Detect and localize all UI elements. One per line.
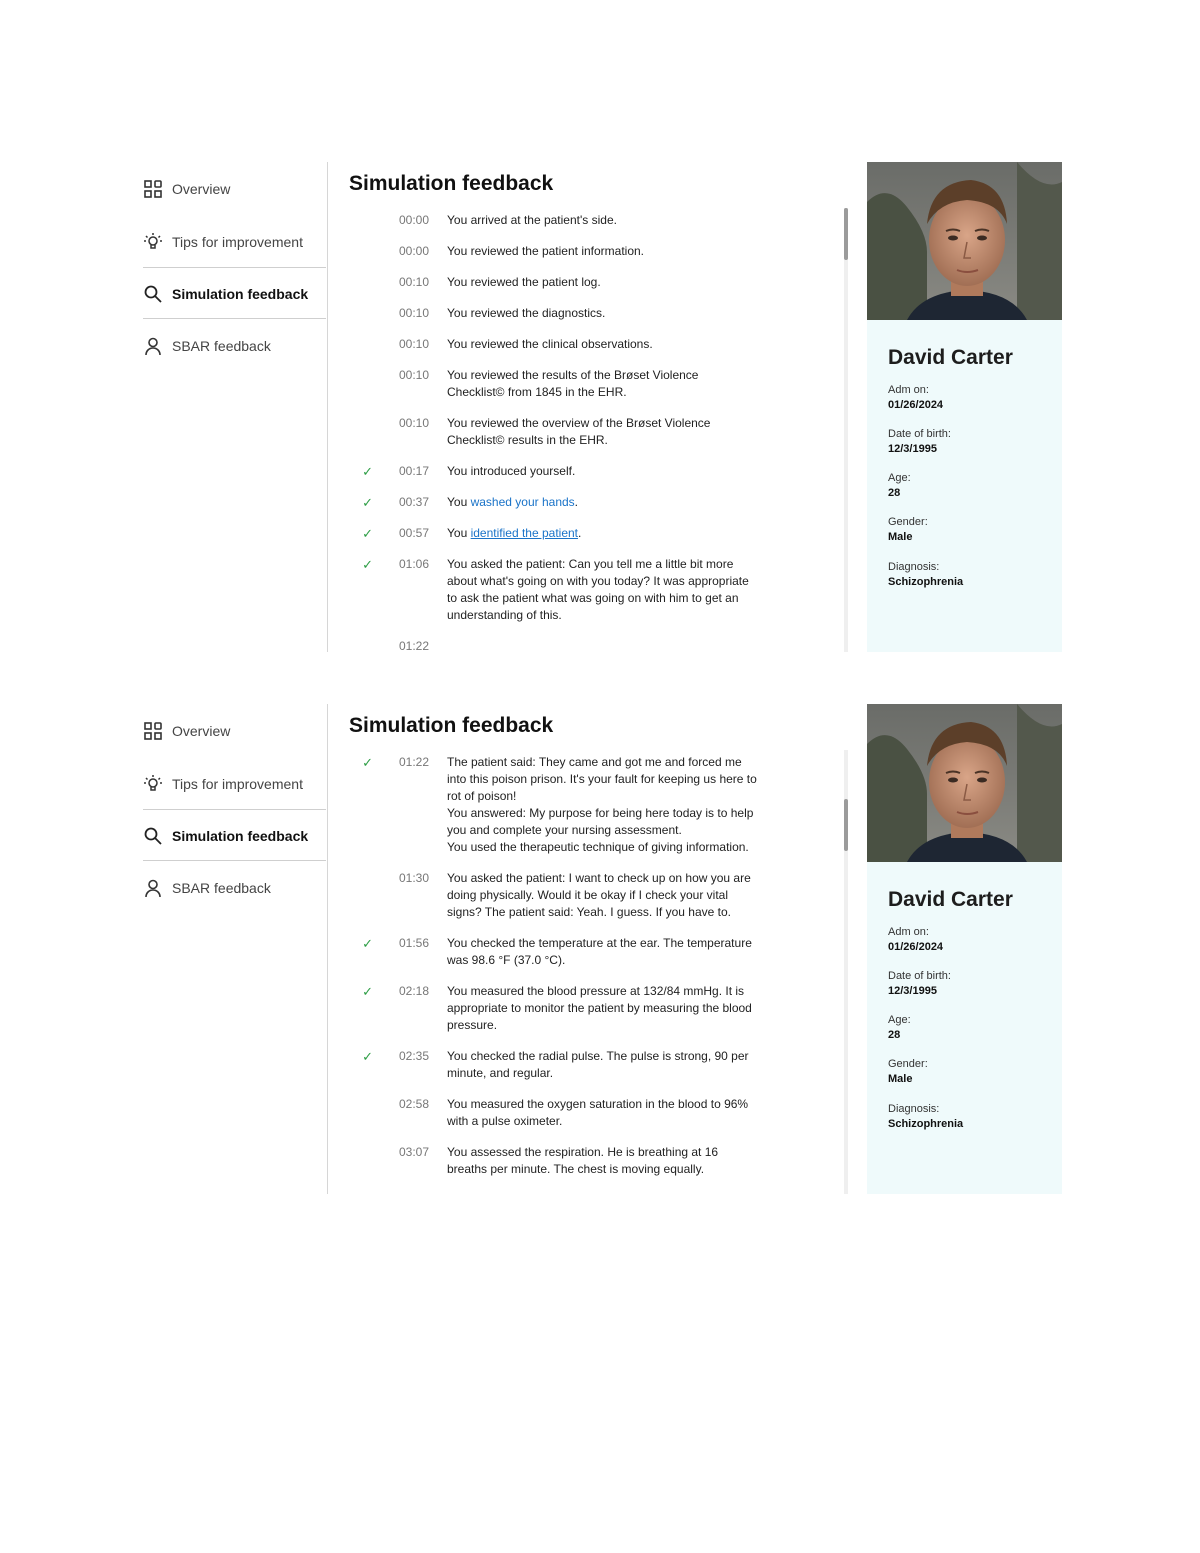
feedback-text: You reviewed the clinical observations. [447, 337, 653, 351]
nav-item-overview[interactable] [140, 710, 326, 752]
nav-label: Overview [172, 723, 231, 739]
list-item [349, 463, 849, 480]
list-item [349, 935, 849, 969]
patient-said-text: The patient said: They came and got me and forced me into this poison prison. It's your fault for keeping us here to rot of poison! [447, 755, 757, 803]
list-item [349, 525, 849, 542]
timestamp: 01:56 [399, 936, 430, 950]
timestamp: 02:35 [399, 1049, 430, 1063]
text-prefix: You [447, 526, 471, 540]
feedback-main [349, 162, 849, 652]
feedback-text: You measured the blood pressure at 132/84 mmHg. It is appropriate to monitor the patient by measuring the blood pressure. [447, 984, 752, 1032]
list-item [349, 336, 849, 353]
patient-card [867, 162, 1062, 652]
field-value: 28 [888, 487, 901, 499]
dob-field [888, 427, 951, 457]
field-value: 12/3/1995 [888, 985, 937, 997]
field-value: Schizophrenia [888, 1118, 964, 1130]
diagnosis-field [888, 1102, 963, 1132]
text-suffix: . [574, 495, 579, 509]
patient-name: David Carter [888, 346, 1013, 369]
adm-field [888, 383, 943, 413]
feedback-text: You assessed the respiration. He is breathing at 16 breaths per minute. The chest is moving equally. [447, 1145, 719, 1176]
nav-item-simulation-feedback[interactable] [140, 273, 326, 315]
identified-patient-link[interactable]: identified the patient [470, 526, 579, 540]
check-icon: ✓ [362, 526, 373, 541]
check-icon: ✓ [362, 936, 373, 951]
timestamp: 01:22 [399, 639, 430, 652]
feedback-panel-2 [140, 704, 1065, 1194]
adm-field [888, 925, 943, 955]
feedback-text [447, 525, 759, 542]
nav-item-sbar-feedback[interactable] [140, 325, 326, 367]
patient-avatar [867, 162, 1062, 320]
patient-name: David Carter [888, 888, 1013, 911]
timestamp: 01:22 [399, 755, 430, 769]
nav-item-tips[interactable] [140, 763, 326, 805]
field-value: Male [888, 531, 913, 543]
timestamp: 02:58 [399, 1097, 430, 1111]
age-field [888, 471, 911, 501]
grid-icon [142, 720, 164, 742]
timestamp: 00:10 [399, 275, 430, 289]
list-item [349, 870, 849, 921]
nav-label: Overview [172, 181, 231, 197]
check-icon: ✓ [362, 1049, 373, 1064]
feedback-text [447, 494, 759, 511]
text-suffix: . [578, 526, 582, 540]
list-item [349, 1144, 849, 1178]
nav-label: Tips for improvement [172, 776, 303, 792]
check-icon: ✓ [362, 495, 373, 510]
nav-item-simulation-feedback[interactable] [140, 815, 326, 857]
patient-card [867, 704, 1062, 1194]
technique-text: You used the therapeutic technique of giving information. [447, 840, 749, 854]
field-value: 12/3/1995 [888, 443, 937, 455]
timestamp: 01:06 [399, 557, 430, 571]
timestamp: 00:37 [399, 495, 430, 509]
feedback-text [447, 754, 759, 856]
text-prefix: You [447, 495, 471, 509]
nav-divider [143, 267, 326, 268]
diagnosis-field [888, 560, 963, 590]
check-icon: ✓ [362, 557, 373, 572]
feedback-main [349, 704, 849, 1194]
feedback-list[interactable] [349, 212, 849, 652]
timestamp: 00:57 [399, 526, 430, 540]
feedback-text: You reviewed the overview of the Brøset Violence Checklist© results in the EHR. [447, 416, 711, 447]
list-item [349, 274, 849, 291]
feedback-text: You introduced yourself. [447, 464, 576, 478]
page-title: Simulation feedback [349, 172, 554, 195]
check-icon: ✓ [362, 755, 373, 770]
dob-field [888, 969, 951, 999]
scrollbar-track[interactable] [844, 208, 848, 652]
list-item [349, 1096, 849, 1130]
timestamp: 03:07 [399, 1145, 430, 1159]
list-item [349, 415, 849, 449]
field-label: Date of birth: [888, 428, 951, 440]
nav-divider [143, 809, 326, 810]
sidebar-nav [140, 162, 328, 652]
timestamp: 00:00 [399, 213, 430, 227]
search-icon [142, 283, 164, 305]
list-item [349, 212, 849, 229]
nav-item-sbar-feedback[interactable] [140, 867, 326, 909]
field-label: Age: [888, 1014, 911, 1026]
field-label: Adm on: [888, 926, 929, 938]
feedback-panel-1 [140, 162, 1065, 652]
feedback-text: You reviewed the patient information. [447, 244, 645, 258]
field-label: Adm on: [888, 384, 929, 396]
nav-label: SBAR feedback [172, 880, 271, 896]
person-icon [142, 335, 164, 357]
nav-label: SBAR feedback [172, 338, 271, 354]
feedback-list[interactable] [349, 754, 849, 1194]
list-item [349, 494, 849, 511]
field-label: Diagnosis: [888, 1103, 940, 1115]
feedback-text: You measured the oxygen saturation in the blood to 96% with a pulse oximeter. [447, 1097, 749, 1128]
timestamp: 02:18 [399, 984, 430, 998]
nav-divider [143, 318, 326, 319]
list-item [349, 367, 849, 401]
list-item [349, 638, 849, 652]
field-label: Age: [888, 472, 911, 484]
timestamp: 00:10 [399, 337, 430, 351]
person-icon [142, 877, 164, 899]
list-item [349, 754, 849, 856]
check-icon: ✓ [362, 984, 373, 999]
scrollbar-thumb[interactable] [844, 208, 848, 260]
check-icon: ✓ [362, 464, 373, 479]
field-label: Gender: [888, 1058, 928, 1070]
list-item [349, 305, 849, 322]
field-label: Diagnosis: [888, 561, 940, 573]
search-icon [142, 825, 164, 847]
feedback-text: You reviewed the patient log. [447, 275, 601, 289]
nav-label: Simulation feedback [172, 286, 309, 302]
feedback-text: You reviewed the results of the Brøset Violence Checklist© from 1845 in the EHR. [447, 368, 699, 399]
scrollbar-thumb[interactable] [844, 799, 848, 851]
list-item [349, 243, 849, 260]
sidebar-nav [140, 704, 328, 1194]
field-label: Date of birth: [888, 970, 951, 982]
feedback-text: You checked the temperature at the ear. The temperature was 98.6 °F (37.0 °C). [447, 936, 752, 967]
timestamp: 01:30 [399, 871, 430, 885]
timestamp: 00:10 [399, 416, 430, 430]
feedback-text: You arrived at the patient's side. [447, 213, 617, 227]
list-item [349, 983, 849, 1034]
timestamp: 00:10 [399, 306, 430, 320]
age-field [888, 1013, 911, 1043]
feedback-text: You asked the patient: Can you tell me a little bit more about what's going on with you today? It was appropriate to ask the patient what was going on with him to get an understanding of this. [447, 557, 749, 622]
field-value: Schizophrenia [888, 576, 964, 588]
nav-item-overview[interactable] [140, 168, 326, 210]
feedback-text: You reviewed the diagnostics. [447, 306, 606, 320]
gender-field [888, 515, 928, 545]
lightbulb-icon [142, 773, 164, 795]
timestamp: 00:10 [399, 368, 430, 382]
field-value: 28 [888, 1029, 901, 1041]
field-value: 01/26/2024 [888, 941, 944, 953]
timestamp: 00:17 [399, 464, 430, 478]
timestamp: 00:00 [399, 244, 430, 258]
feedback-text: You checked the radial pulse. The pulse is strong, 90 per minute, and regular. [447, 1049, 749, 1080]
field-value: Male [888, 1073, 913, 1085]
nav-divider [143, 860, 326, 861]
nav-item-tips[interactable] [140, 221, 326, 263]
page-title: Simulation feedback [349, 714, 554, 737]
grid-icon [142, 178, 164, 200]
lightbulb-icon [142, 231, 164, 253]
feedback-text: You asked the patient: I want to check up on how you are doing physically. Would it be okay if I check your vital signs? The patient said: Yeah. I guess. If you have to. [447, 871, 751, 919]
nav-label: Tips for improvement [172, 234, 303, 250]
nav-label: Simulation feedback [172, 828, 309, 844]
you-answered-text: You answered: My purpose for being here today is to help you and complete your nursing assessment. [447, 806, 754, 837]
field-value: 01/26/2024 [888, 399, 944, 411]
washed-hands-link[interactable]: washed your hands [470, 495, 575, 509]
list-item [349, 556, 849, 624]
list-item [349, 1048, 849, 1082]
gender-field [888, 1057, 928, 1087]
field-label: Gender: [888, 516, 928, 528]
patient-avatar [867, 704, 1062, 862]
